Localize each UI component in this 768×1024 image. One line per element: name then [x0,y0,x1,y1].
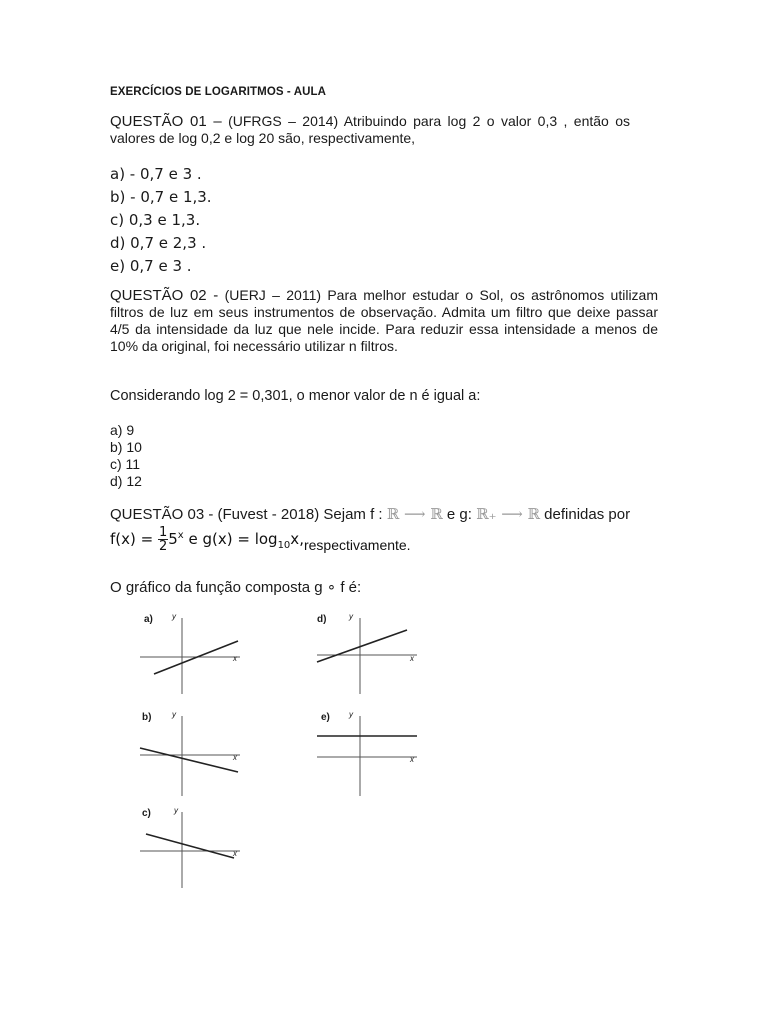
graph-option-b [138,710,248,800]
function-line [140,748,238,772]
set-real-positive: ℝ₊ [476,505,497,523]
q1-option-e: e) 0,7 e 3 . [110,257,192,275]
question-2-text: (UERJ – 2011) Para melhor estudar o Sol, os astrônomos utilizam filtros de luz em seus instrumentos de observação. Admita um filtro que deixe passar 4/5 da intensidade da luz que nele incide. Para reduzir essa intensidade a menos de 10% da original, foi necessário utilizar n filtros. [110,287,659,354]
respectively-text: respectivamente. [303,537,411,553]
graph-option-d [315,612,425,697]
question-1-text: (UFRGS – 2014) Atribuindo para log 2 o valor 0,3 , então os valores de log 0,2 e log 20 são, respectivamente, [110,113,630,146]
question-3-text: e g: [442,506,477,523]
question-3-title: QUESTÃO 03 - [110,506,214,523]
graph-c-plot [138,806,248,891]
graph-e-plot [315,710,425,800]
q2-option-c: c) 11 [110,456,141,472]
function-line [146,834,234,858]
q1-option-a: a) - 0,7 e 3 . [110,165,202,183]
x-axis-label: x [410,654,414,663]
graph-option-e [315,710,425,800]
set-real: ℝ [430,505,443,523]
graph-label: d) [317,614,327,625]
fraction-numerator: 1 [158,525,168,540]
y-axis-label: y [172,710,176,719]
set-real: ℝ [386,505,400,523]
x-axis-label: x [410,755,414,764]
g-variable: x [290,530,300,548]
graph-option-c [138,806,248,891]
power-exponent: x [177,530,184,541]
graph-option-a [138,612,248,697]
question-3-prompt: O gráfico da função composta g ∘ f é: [110,579,362,596]
question-2-title: QUESTÃO 02 - [110,287,219,304]
power-base: 5 [168,530,178,548]
conjunction: e [183,530,203,548]
function-definitions [110,526,411,553]
set-real: ℝ [527,505,541,523]
fraction-denominator: 2 [158,539,168,554]
y-axis-label: y [349,710,353,719]
q1-option-b: b) - 0,7 e 1,3. [110,188,212,206]
question-2-consider: Considerando log 2 = 0,301, o menor valor de n é igual a: [110,388,481,404]
fraction-one-half [158,526,168,553]
g-definition: g(x) = log [202,530,278,548]
graph-d-plot [315,612,425,697]
question-1-title: QUESTÃO 01 – [110,113,222,130]
question-1 [110,113,630,147]
q1-option-c: c) 0,3 e 1,3. [110,211,201,229]
graph-label: a) [144,614,153,625]
question-3-line-1 [110,505,630,523]
graph-a-plot [138,612,248,697]
question-3-text: (Fuvest - 2018) Sejam f : [213,506,387,523]
graph-label: e) [321,712,330,723]
graph-label: b) [142,712,152,723]
document-header: EXERCÍCIOS DE LOGARITMOS - AULA [110,86,327,98]
function-line [317,630,407,662]
y-axis-label: y [349,612,353,621]
q2-option-b: b) 10 [110,439,142,455]
f-definition: f(x) = [110,530,158,548]
x-axis-label: x [233,654,237,663]
arrow-symbol: ⟶ [399,505,431,523]
log-base: 10 [277,540,291,551]
arrow-symbol: ⟶ [496,505,528,523]
question-2 [110,287,658,355]
y-axis-label: y [172,612,176,621]
question-3-text: definidas por [540,506,631,523]
graph-label: c) [142,808,151,819]
q2-option-a: a) 9 [110,422,135,438]
comma: , [299,530,304,548]
y-axis-label: y [174,806,178,815]
q2-option-d: d) 12 [110,473,142,489]
x-axis-label: x [233,753,237,762]
graph-b-plot [138,710,248,800]
q1-option-d: d) 0,7 e 2,3 . [110,234,207,252]
x-axis-label: x [233,849,237,858]
